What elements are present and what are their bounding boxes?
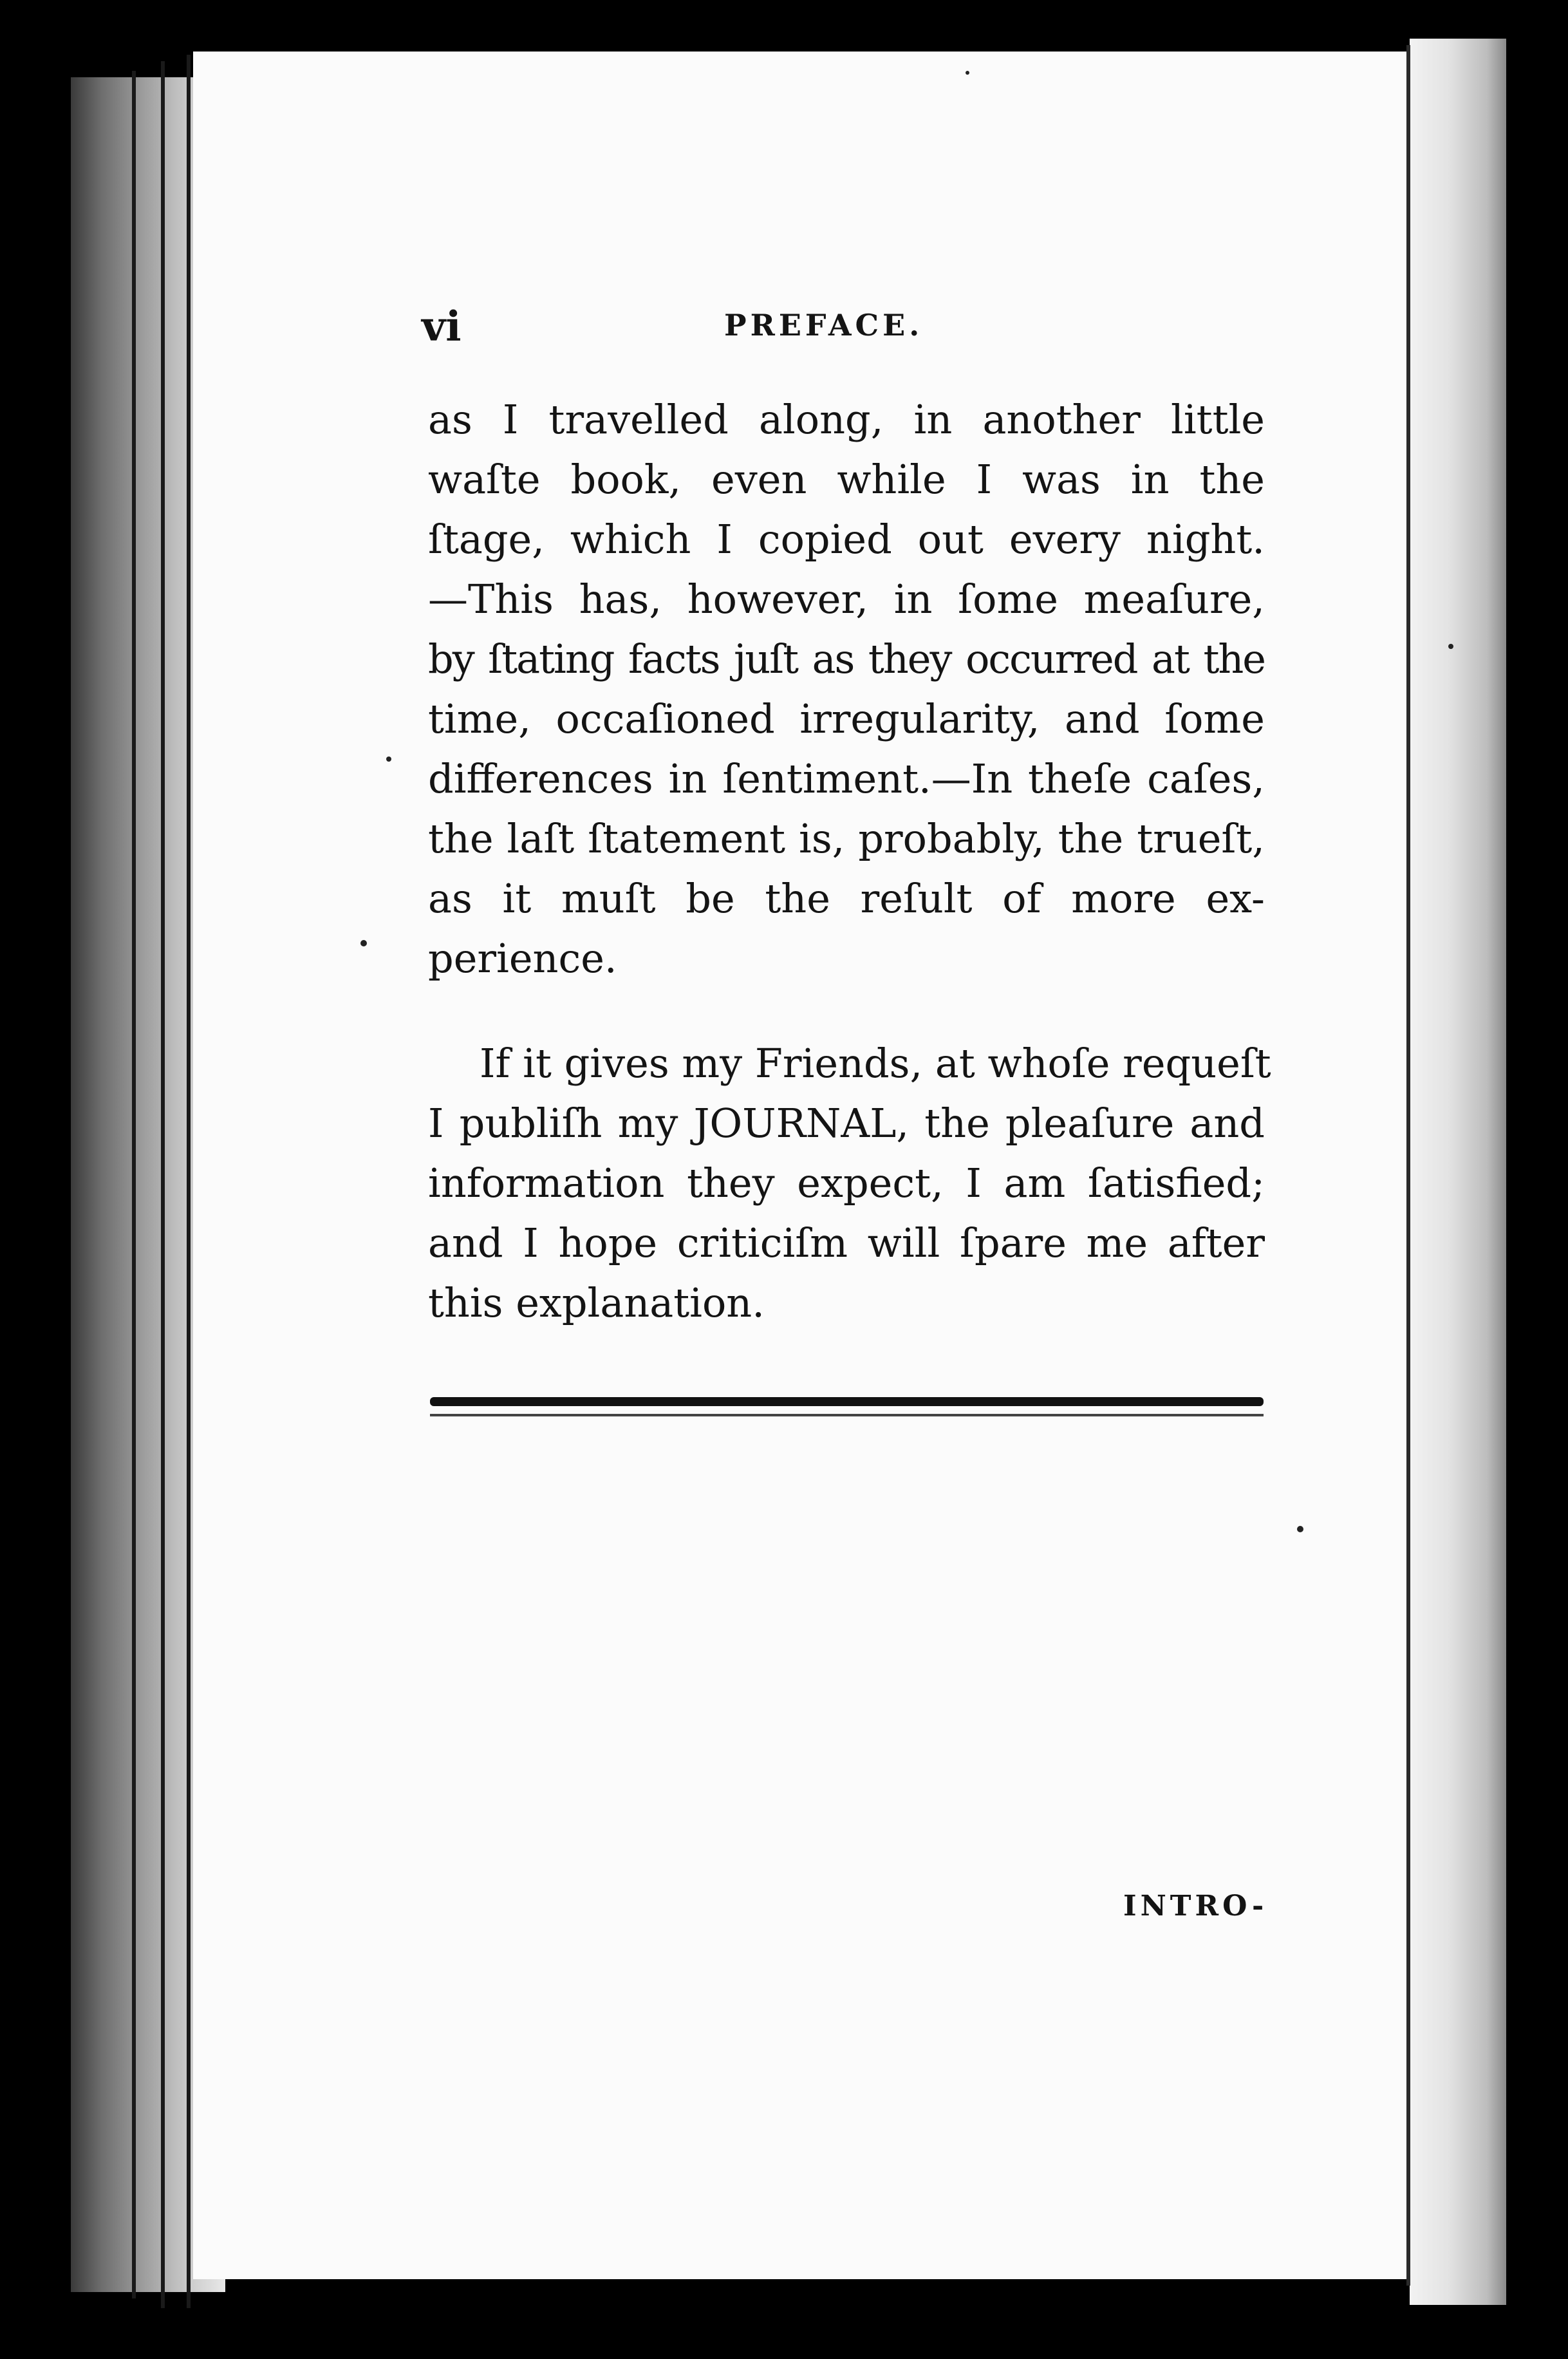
text-line: by ſtating facts juſt as they occurred at the (428, 635, 1265, 682)
scan-speck (1448, 644, 1453, 649)
text-line: perience. (428, 935, 617, 982)
spine-line (161, 61, 165, 2308)
scan-speck (966, 71, 969, 75)
text-line: I publiſh my JOURNAL, the pleaſure and (428, 1100, 1265, 1147)
scan-speck (386, 757, 391, 762)
spine-line (132, 71, 136, 2298)
page-edge-line (1406, 45, 1410, 2286)
text-line: as it muſt be the reſult of more ex- (428, 875, 1265, 922)
text-line: waſte book, even while I was in the (428, 456, 1265, 503)
page-number: vi (422, 303, 462, 351)
section-rule-thin (430, 1414, 1264, 1416)
text-line: differences in ſentiment.—In theſe caſes, (428, 755, 1265, 802)
text-line: If it gives my Friends, at whoſe requeſt (480, 1040, 1271, 1087)
next-page-edge (1410, 39, 1506, 2305)
text-line: —This has, however, in ſome meaſure, (428, 576, 1265, 623)
paragraph-2 (428, 1033, 1271, 1333)
text-line: and I hope criticiſm will ſpare me after (428, 1219, 1265, 1266)
text-line: as I travelled along, in another little (428, 396, 1265, 443)
scan-speck (1297, 1526, 1303, 1532)
text-line: this explanation. (428, 1279, 765, 1326)
scan-speck (360, 940, 367, 946)
running-head: PREFACE. (724, 308, 924, 343)
text-line: the laſt ſtatement is, probably, the trueſt, (428, 815, 1265, 862)
section-rule (430, 1397, 1264, 1406)
catchword: INTRO- (1123, 1890, 1268, 1922)
text-line: ſtage, which I copied out every night. (428, 516, 1265, 563)
page-header (422, 303, 1278, 361)
paragraph-1 (428, 390, 1265, 988)
text-line: information they expect, I am ſatisfied; (428, 1160, 1265, 1207)
text-line: time, occaſioned irregularity, and ſome (428, 695, 1265, 742)
spine-line (187, 55, 191, 2308)
